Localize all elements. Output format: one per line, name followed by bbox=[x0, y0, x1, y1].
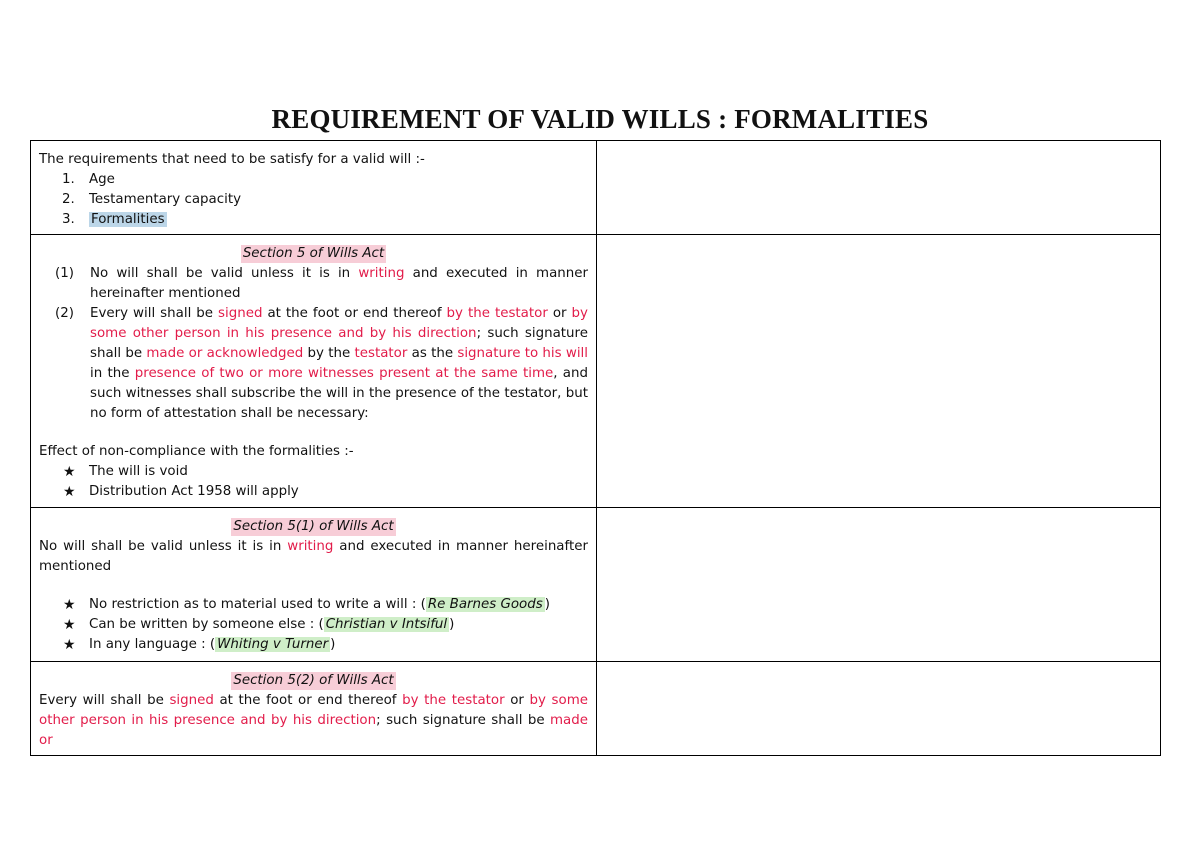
case-name: Re Barnes Goods bbox=[427, 597, 543, 612]
section-text: Every will shall be signed at the foot or end thereof by the testator or by some other person in his presence and by his direction; such signature shall be made or bbox=[39, 693, 589, 748]
section-heading: Section 5 of Wills Act bbox=[242, 246, 385, 261]
notes-column-cell bbox=[597, 662, 1161, 756]
keyword: signed bbox=[169, 693, 214, 708]
keyword: by the testator bbox=[402, 693, 505, 708]
section-text: No will shall be valid unless it is in writing and executed in manner hereinafter mentioned bbox=[39, 539, 588, 574]
keyword: by the testator bbox=[446, 306, 548, 321]
star-icon: ★ bbox=[63, 464, 76, 480]
list-item: ★ The will is void bbox=[63, 464, 188, 480]
keyword: by some other person in his presence and by his direction bbox=[39, 693, 588, 728]
notes-column-cell bbox=[597, 141, 1161, 235]
list-item: 1. Age bbox=[62, 172, 115, 187]
subsection-list bbox=[39, 264, 588, 424]
requirements-list bbox=[39, 170, 588, 230]
case-name: Whiting v Turner bbox=[217, 637, 329, 652]
list-item: ★ No restriction as to material used to write a will : ( Re Barnes Goods ) bbox=[63, 597, 550, 613]
keyword: made or acknowledged bbox=[146, 346, 304, 361]
list-item: 2. Testamentary capacity bbox=[62, 192, 242, 207]
notes-column-cell bbox=[597, 508, 1161, 662]
keyword: made or bbox=[39, 713, 589, 748]
star-icon: ★ bbox=[63, 637, 76, 653]
notes-table bbox=[30, 140, 1161, 756]
star-icon: ★ bbox=[63, 617, 76, 633]
notes-column-cell bbox=[597, 235, 1161, 508]
subsection-1: (1) No will shall be valid unless it is in writing and executed in manner hereinafter mentioned bbox=[55, 266, 589, 301]
section5-cell bbox=[31, 235, 597, 508]
table-row bbox=[31, 662, 1161, 756]
keyword: signed bbox=[218, 306, 263, 321]
requirements-intro: The requirements that need to be satisfy for a valid will :- bbox=[39, 152, 425, 167]
table-row bbox=[31, 235, 1161, 508]
keyword: writing bbox=[358, 266, 405, 281]
keyword: by some other person in his presence and by his direction bbox=[90, 306, 588, 341]
requirements-cell bbox=[31, 141, 597, 235]
keyword: signature to his will bbox=[457, 346, 588, 361]
case-name: Christian v Intsiful bbox=[325, 617, 448, 632]
keyword: testator bbox=[354, 346, 408, 361]
document-title: REQUIREMENT OF VALID WILLS : FORMALITIES bbox=[271, 104, 929, 134]
table-row bbox=[31, 141, 1161, 235]
keyword: presence of two or more witnesses present at the same time bbox=[134, 366, 554, 381]
table-row bbox=[31, 508, 1161, 662]
list-item: ★ In any language : ( Whiting v Turner ) bbox=[63, 637, 336, 653]
star-icon: ★ bbox=[63, 484, 76, 500]
effect-heading: Effect of non-compliance with the formalities :- bbox=[39, 444, 354, 459]
section-heading: Section 5(1) of Wills Act bbox=[233, 519, 394, 534]
star-icon: ★ bbox=[63, 597, 76, 613]
list-item: ★ Distribution Act 1958 will apply bbox=[63, 484, 299, 500]
formalities-highlight: Formalities bbox=[91, 212, 165, 227]
list-item: 3. Formalities bbox=[62, 212, 165, 227]
section5-2-cell bbox=[31, 662, 597, 756]
effects-list bbox=[39, 462, 588, 502]
points-list bbox=[39, 595, 588, 655]
section5-1-cell bbox=[31, 508, 597, 662]
keyword: writing bbox=[287, 539, 334, 554]
section-heading: Section 5(2) of Wills Act bbox=[233, 673, 394, 688]
subsection-2: (2) Every will shall be signed at the foot or end thereof by the testator or by some other person in his presence and by his direction; such signature shall be made or acknowledged by the testator as the signature to his will in the presence of two or more witnesses present at the same time, and such witnesses shall subscribe the will in the presence of the testator, but no form of attestation shall be necessary: bbox=[55, 306, 588, 421]
list-item: ★ Can be written by someone else : ( Christian v Intsiful ) bbox=[63, 617, 455, 633]
